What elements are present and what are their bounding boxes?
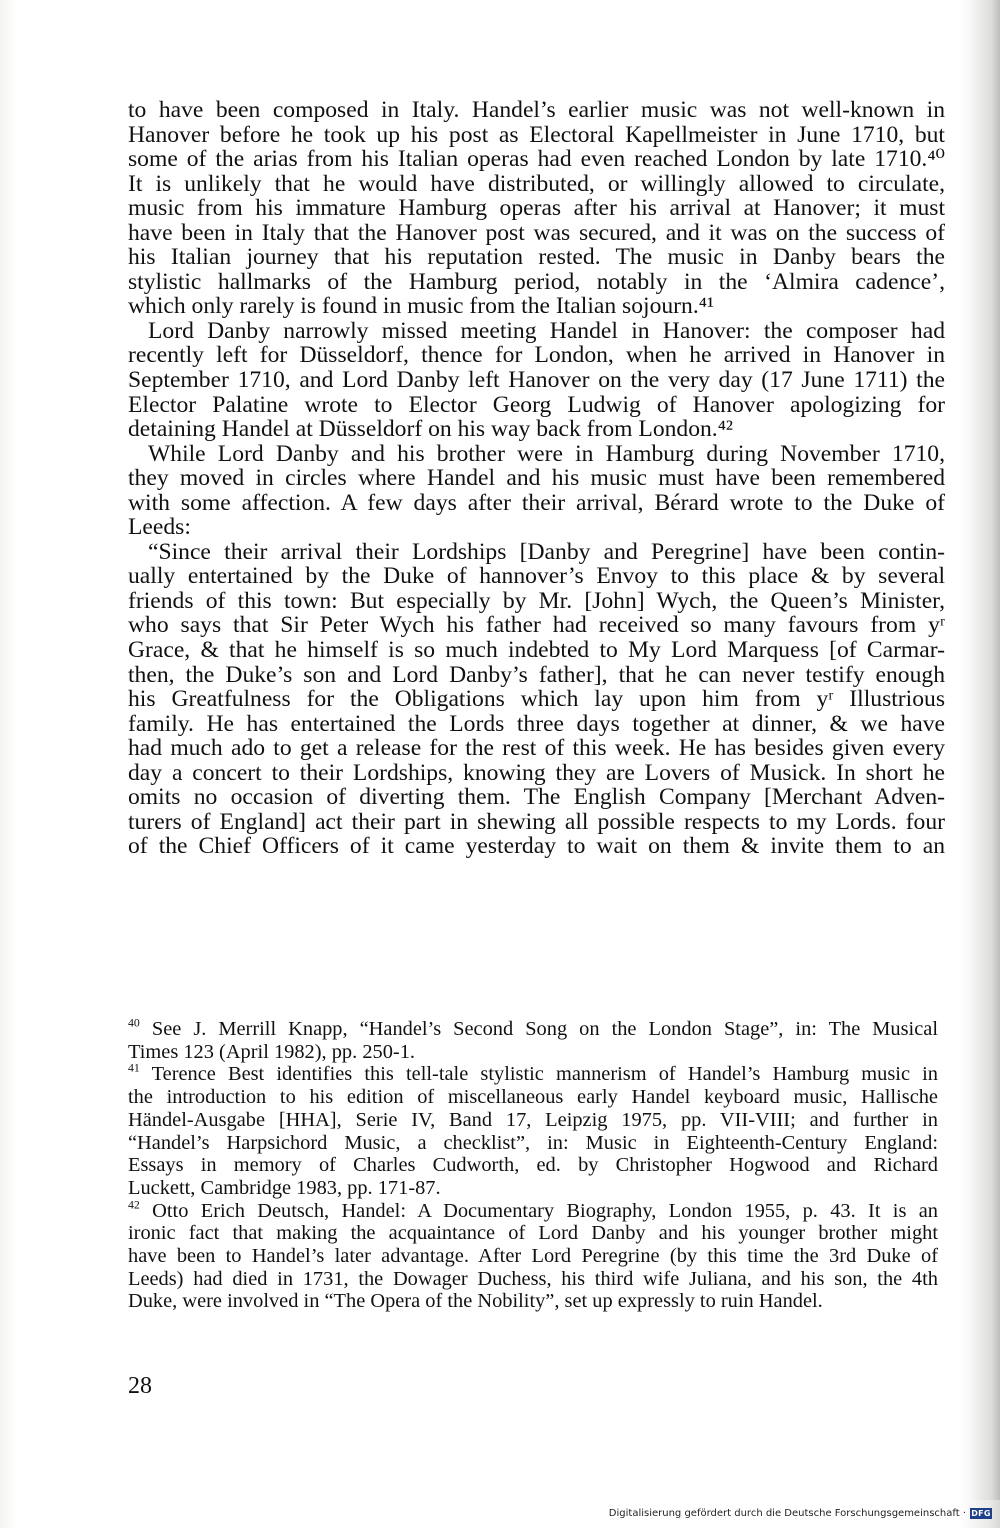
footnote-line: Essays in memory of Charles Cudworth, ed. by Christopher Hogwood and Richard	[128, 1154, 938, 1177]
text-line: of the Chief Officers of it came yesterday to wait on them & invite them to an	[128, 833, 945, 860]
footnote-line: Leeds) had died in 1731, the Dowager Duchess, his third wife Juliana, and his son, the 4th	[128, 1267, 938, 1290]
footnote-line: $^{42}$ Otto Erich Deutsch, Handel: A Documentary Biography, London 1955, p. 43. It is an	[128, 1197, 938, 1222]
footnote-line: Luckett, Cambridge 1983, pp. 171-87.	[128, 1176, 441, 1199]
text-line: recently left for Düsseldorf, thence for London, when he arrived in Hanover in	[128, 342, 945, 369]
footnote-line: Duke, were involved in “The Opera of the Nobility”, set up expressly to ruin Handel.	[128, 1290, 823, 1313]
footnote-42	[128, 1197, 938, 1314]
footnote-line: have been to Handel’s later advantage. After Lord Peregrine (by this time the 3rd Duke of	[128, 1245, 938, 1268]
text-line: friends of this town: But especially by Mr. [John] Wych, the Queen’s Minister,	[128, 587, 945, 614]
text-line: who says that Sir Peter Wych his father had received so many favours from yʳ	[128, 612, 945, 639]
text-line: with some affection. A few days after their arrival, Bérard wrote to the Duke of	[128, 489, 945, 516]
footnotes	[128, 1015, 938, 1313]
text-line: Elector Palatine wrote to Elector Georg Ludwig of Hanover apologizing for	[128, 391, 945, 418]
text-line: Hanover before he took up his post as Electoral Kapellmeister in June 1710, but	[128, 121, 945, 148]
paragraph	[128, 319, 945, 442]
footnote-number: 41	[128, 1061, 140, 1076]
text-line: Grace, & that he himself is so much indebted to My Lord Marquess [of Carmar-	[128, 637, 945, 664]
text-line: have been in Italy that the Hanover post was secured, and it was on the success of	[128, 219, 945, 246]
quotation-paragraph	[128, 540, 945, 859]
text-line: ually entertained by the Duke of hannover’s Envoy to this place & by several	[128, 563, 945, 590]
footnote-line: the introduction to his edition of miscellaneous early Handel keyboard music, Hallische	[128, 1086, 938, 1109]
footnote-line: Händel-Ausgabe [HHA], Serie IV, Band 17, Leipzig 1975, pp. VII-VIII; and further in	[128, 1108, 938, 1131]
footnote-line: $^{41}$ Terence Best identifies this tell-tale stylistic mannerism of Handel’s Hamburg music in	[128, 1061, 938, 1086]
footnote-number: 42	[128, 1197, 140, 1212]
footnote-40	[128, 1015, 938, 1063]
text-line: family. He has entertained the Lords three days together at dinner, & we have	[128, 710, 945, 737]
text-line: stylistic hallmarks of the Hamburg period, notably in the ‘Almira cadence’,	[128, 268, 945, 295]
text-line: had much ado to get a release for the rest of this week. He has besides given every	[128, 735, 945, 762]
footnote-number: 40	[128, 1015, 140, 1030]
text-line: omits no occasion of diverting them. The English Company [Merchant Adven-	[128, 784, 945, 811]
text-line: Lord Danby narrowly missed meeting Handel in Hanover: the composer had	[148, 317, 945, 344]
paragraph	[128, 98, 945, 319]
scan-shadow-edge	[970, 0, 1000, 1500]
text-line: day a concert to their Lordships, knowing they are Lovers of Musick. In short he	[128, 759, 945, 786]
text-line: his Greatfulness for the Obligations which lay upon him from yʳ Illustrious	[128, 686, 945, 713]
text-line: which only rarely is found in music from the Italian sojourn.⁴¹	[128, 293, 715, 320]
text-line: It is unlikely that he would have distributed, or willingly allowed to circulate,	[128, 170, 945, 197]
text-line: Leeds:	[128, 514, 191, 541]
footnote-line: $^{40}$ See J. Merrill Knapp, “Handel’s Second Song on the London Stage”, in: The Musical	[128, 1015, 938, 1040]
digitization-credit	[609, 1508, 992, 1519]
footnote-line: “Handel’s Harpsichord Music, a checklist”, in: Music in Eighteenth-Century England:	[128, 1131, 938, 1154]
credit-text: Digitalisierung gefördert durch die Deutsche Forschungsgemeinschaft ·	[608, 1508, 966, 1519]
text-line: music from his immature Hamburg operas after his arrival at Hanover; it must	[128, 195, 945, 222]
footnote-41	[128, 1063, 938, 1199]
text-line: turers of England] act their part in shewing all possible respects to my Lords. four	[128, 808, 945, 835]
text-line: some of the arias from his Italian operas had even reached London by late 1710.⁴⁰	[128, 146, 945, 173]
text-line: September 1710, and Lord Danby left Hanover on the very day (17 June 1711) the	[128, 367, 945, 394]
text-line: then, the Duke’s son and Lord Danby’s father], that he can never testify enough	[128, 661, 945, 688]
footnote-line: Times 123 (April 1982), pp. 250-1.	[128, 1040, 415, 1063]
paragraph	[128, 442, 945, 540]
text-line: to have been composed in Italy. Handel’s earlier music was not well-known in	[128, 97, 945, 123]
text-line: his Italian journey that his reputation rested. The music in Danby bears the	[128, 244, 945, 271]
footnote-line: ironic fact that making the acquaintance of Lord Danby and his younger brother might	[128, 1222, 938, 1245]
text-line: they moved in circles where Handel and his music must have been remembered	[128, 465, 945, 492]
text-line: “Since their arrival their Lordships [Danby and Peregrine] have been contin-	[148, 538, 945, 565]
page-number: 28	[128, 1373, 152, 1399]
text-line: detaining Handel at Düsseldorf on his way back from London.⁴²	[128, 416, 734, 443]
text-line: While Lord Danby and his brother were in Hamburg during November 1710,	[148, 440, 945, 467]
dfg-logo-icon: DFG	[971, 1509, 991, 1518]
main-text	[128, 98, 945, 859]
